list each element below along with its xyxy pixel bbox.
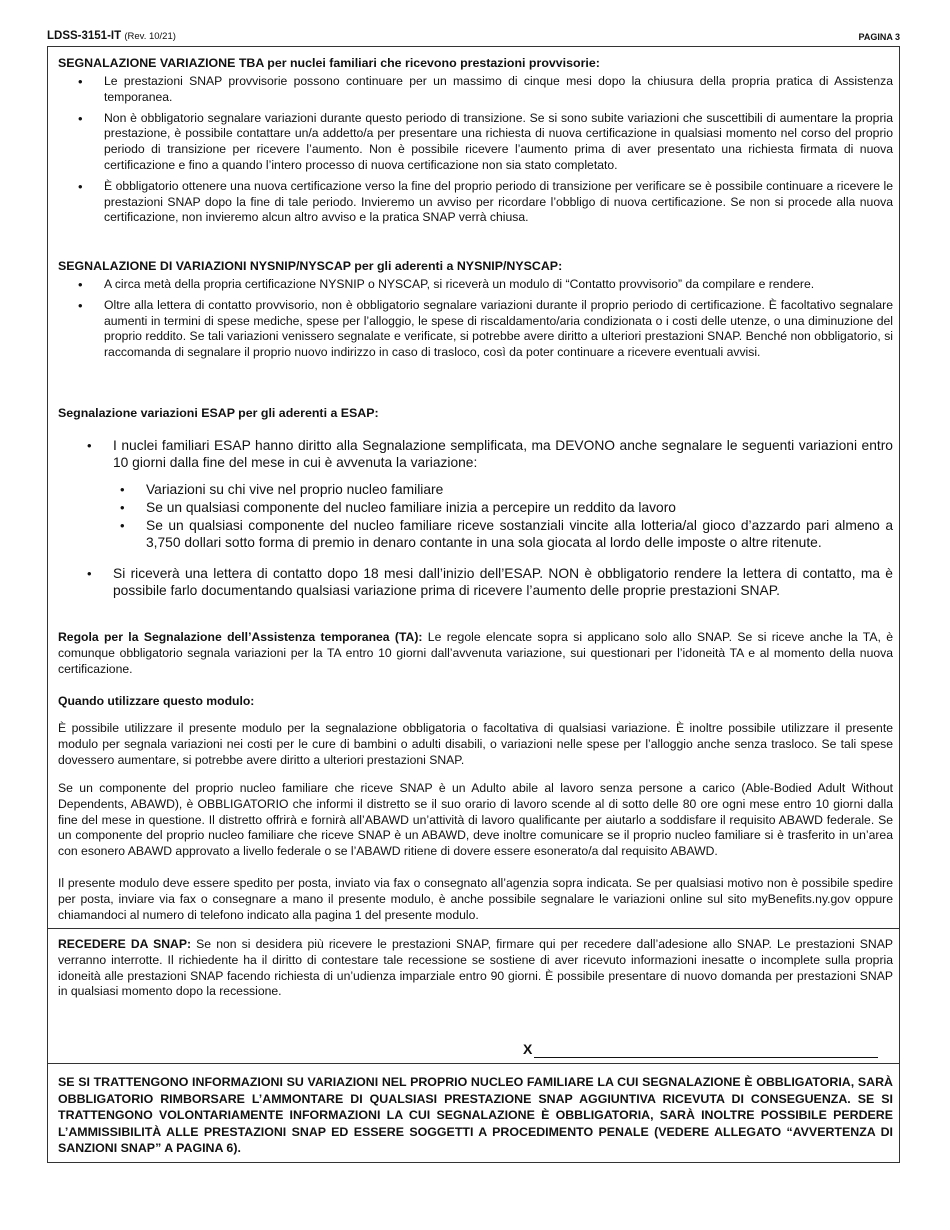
list-item: • A circa metà della propria certificazione NYSNIP o NYSCAP, si riceverà un modulo di “Contatto provvisorio” da compilare e rendere. (104, 277, 893, 293)
penalty-warning: SE SI TRATTENGONO INFORMAZIONI SU VARIAZIONI NEL PROPRIO NUCLEO FAMILIARE LA CUI SEGNALAZIONE È OBBLIGATORIA, SARÀ OBBLIGATORIO RIMBORSARE L’AMMONTARE DI QUALSIASI PRESTAZIONE SNAP AGGIUNTIVA RICEVUTA DI CONSEGUENZA. SE SI TRATTENGONO VOLONTARIAMENTE INFORMAZIONI LA CUI SEGNALAZIONE È OBBLIGATORIA, SARÀ INOLTRE POSSIBILE PERDERE L’AMMISSIBILITÀ ALLE PRESTAZIONI SNAP ED ESSERE SOGGETTI A PROCEDIMENTO PENALE (VEDERE ALLEGATO “AVVERTENZA DI SANZIONI SNAP” A PAGINA 6). (58, 1075, 893, 1156)
withdraw-lead: RECEDERE DA SNAP: (58, 937, 192, 951)
divider (48, 928, 899, 929)
esap-sub-list (113, 481, 893, 551)
tba-section (58, 55, 893, 231)
form-frame (47, 46, 900, 1163)
withdraw-paragraph (58, 937, 893, 1000)
nysnip-section (58, 258, 893, 366)
list-item: • Oltre alla lettera di contatto provvisorio, non è obbligatorio segnalare variazioni durante il proprio periodo di certificazione. È facoltativo segnalare aumenti in termini di spese mediche, spese per l’alloggio, le spese di riscaldamento/aria condizionata o i costi delle utenze, o una diminuzione del proprio reddito. Se tali variazioni venissero segnalate e verificate, si potrebbe avere diritto a ulteriori prestazioni SNAP. Benché non obbligatorio, si raccomanda di segnalare il proprio nuovo indirizzo in caso di trasloco, così da poter continuare a ricevere eventuali avvisi. (104, 298, 893, 361)
when-title: Quando utilizzare questo modulo: (58, 694, 255, 708)
list-item: • Le prestazioni SNAP provvisorie possono continuare per un massimo di cinque mesi dopo la chiusura della propria pratica di Assistenza temporanea. (104, 74, 893, 106)
signature-mark: X (523, 1041, 533, 1057)
list-item: • Se un qualsiasi componente del nucleo familiare riceve sostanziali vincite alla lotteria/al gioco d’azzardo pari almeno a 3,750 dollari sotto forma di premio in denaro contante in una sola giocata al lordo delle imposte o altre ritenute. (146, 517, 893, 551)
withdraw-text: Se non si desidera più ricevere le prestazioni SNAP, firmare qui per recedere dall’adesione allo SNAP. Le prestazioni SNAP verranno interrotte. Il richiedente ha il diritto di contestare tale recessione se sostiene di aver ricevuto informazioni inesatte o incomplete sulla propria idoneità alle prestazioni SNAP facendo richiesta di un’udienza imparziale entro 90 giorni. È possibile presentare di nuovo domanda per prestazioni SNAP in qualsiasi momento dopo la recessione. (58, 937, 893, 999)
esap-section (58, 405, 893, 613)
list-item: • I nuclei familiari ESAP hanno diritto alla Segnalazione semplificata, ma DEVONO anche segnalare le seguenti variazioni entro 10 giorni dalla fine del mese in cui è avvenuta la variazione: • Variazioni su chi vive nel proprio nucleo familiare • Se un qualsiasi componente del nucleo familiare inizia a percepire un reddito da lavoro • Se un qualsiasi componente del nucleo familiare riceve sostanziali vincite alla lotteria/al gioco d’azzardo pari almeno a 3,750 dollari sotto forma di premio in denaro contante in una sola giocata al lordo delle imposte o altre ritenute. (113, 437, 893, 551)
esap-list (58, 437, 893, 599)
list-item: • Si riceverà una lettera di contatto dopo 18 mesi dall’inizio dell’ESAP. NON è obbligatorio rendere la lettera di contatto, ma è possibile farlo documentando qualsiasi variazione prima di ricevere l’aumento delle proprie prestazioni SNAP. (113, 565, 893, 599)
ta-rule-text: Le regole elencate sopra si applicano solo allo SNAP. Se si riceve anche la TA, è comunque obbligatorio segnala variazioni per la TA entro 10 giorni dall’avvenuta variazione, sui questionari per l’idoneità TA e al momento della nuova certificazione. (58, 630, 893, 676)
list-item: • È obbligatorio ottenere una nuova certificazione verso la fine del proprio periodo di transizione per verificare se è possibile continuare a ricevere le prestazioni SNAP dopo la fine di tale periodo. Invieremo un avviso per ricordare l’obbligo di nuova certificazione. Se non si procede alla nuova certificazione, non invieremo alcun altro avviso e la pratica SNAP verrà chiusa. (104, 179, 893, 226)
signature-line[interactable] (534, 1057, 878, 1058)
form-id: LDSS-3151-IT (Rev. 10/21) (47, 30, 176, 42)
page-header (47, 30, 900, 46)
list-item: • Se un qualsiasi componente del nucleo familiare inizia a percepire un reddito da lavoro (146, 499, 893, 516)
nysnip-title: SEGNALAZIONE DI VARIAZIONI NYSNIP/NYSCAP per gli aderenti a NYSNIP/NYSCAP: (58, 259, 563, 273)
page-number: PAGINA 3 (858, 32, 900, 42)
submission-paragraph: Il presente modulo deve essere spedito per posta, inviato via fax o consegnato all’agenzia sopra indicata. Se per qualsiasi motivo non è possibile spedire per posta, inviare via fax o consegnare a mano il presente modulo, è anche possibile segnalare le variazioni online sul sito myBenefits.ny.gov oppure chiamandoci al numero di telefono indicato alla pagina 1 del presente modulo. (58, 876, 893, 922)
esap-title: Segnalazione variazioni ESAP per gli aderenti a ESAP: (58, 406, 379, 420)
abawd-paragraph: Se un componente del proprio nucleo familiare che riceve SNAP è un Adulto abile al lavoro senza persone a carico (Able-Bodied Adult Without Dependents, ABAWD), è OBBLIGATORIO che informi il distretto se il suo orario di lavoro scende al di sotto delle 80 ore ogni mese entro 10 giorni dalla fine del mese in questione. Il distretto offrirà e fornirà all’ABAWD un’attività di lavoro qualificante per aiutarlo a soddisfare il requisito ABAWD federale. Se un componente del proprio nucleo familiare che riceve SNAP è un ABAWD, deve inoltre comunicare se il proprio nucleo familiare si è trasferito in un’area con esonero ABAWD approvato a livello federale o se l’ABAWD ritiene di dovere essere esonerato/a dal requisito ABAWD. (58, 781, 893, 859)
tba-title: SEGNALAZIONE VARIAZIONE TBA per nuclei familiari che ricevono prestazioni provvisorie: (58, 56, 600, 70)
tba-list (58, 74, 893, 226)
ta-rule (58, 630, 893, 677)
when-paragraph-1: È possibile utilizzare il presente modulo per la segnalazione obbligatoria o facoltativa di qualsiasi variazione. È inoltre possibile utilizzare il presente modulo per segnala variazioni nei costi per le cure di bambini o adulti disabili, o variazioni nelle spese per l’alloggio anche senza trasloco. Se tali spese dovessero aumentare, si potrebbe avere diritto a ulteriori prestazioni SNAP. (58, 721, 893, 767)
ta-rule-lead: Regola per la Segnalazione dell’Assistenza temporanea (TA): (58, 630, 423, 644)
form-revision: (Rev. 10/21) (124, 31, 176, 42)
nysnip-list (58, 277, 893, 361)
list-item: • Non è obbligatorio segnalare variazioni durante questo periodo di transizione. Se si sono subite variazioni che suscettibili di aumentare la propria prestazione, è possibile contattare un/a addetto/a per presentare una richiesta di nuova certificazione in qualsiasi momento nel corso del proprio periodo di transizione per ricevere l’aumento. Non è possibile ricevere l’aumento prima di aver presentato una richiesta firmata di nuova certificazione e fino a quando l’intero processo di nuova certificazione non sia stato completato. (104, 111, 893, 174)
divider (48, 1063, 899, 1064)
list-item: • Variazioni su chi vive nel proprio nucleo familiare (146, 481, 893, 498)
